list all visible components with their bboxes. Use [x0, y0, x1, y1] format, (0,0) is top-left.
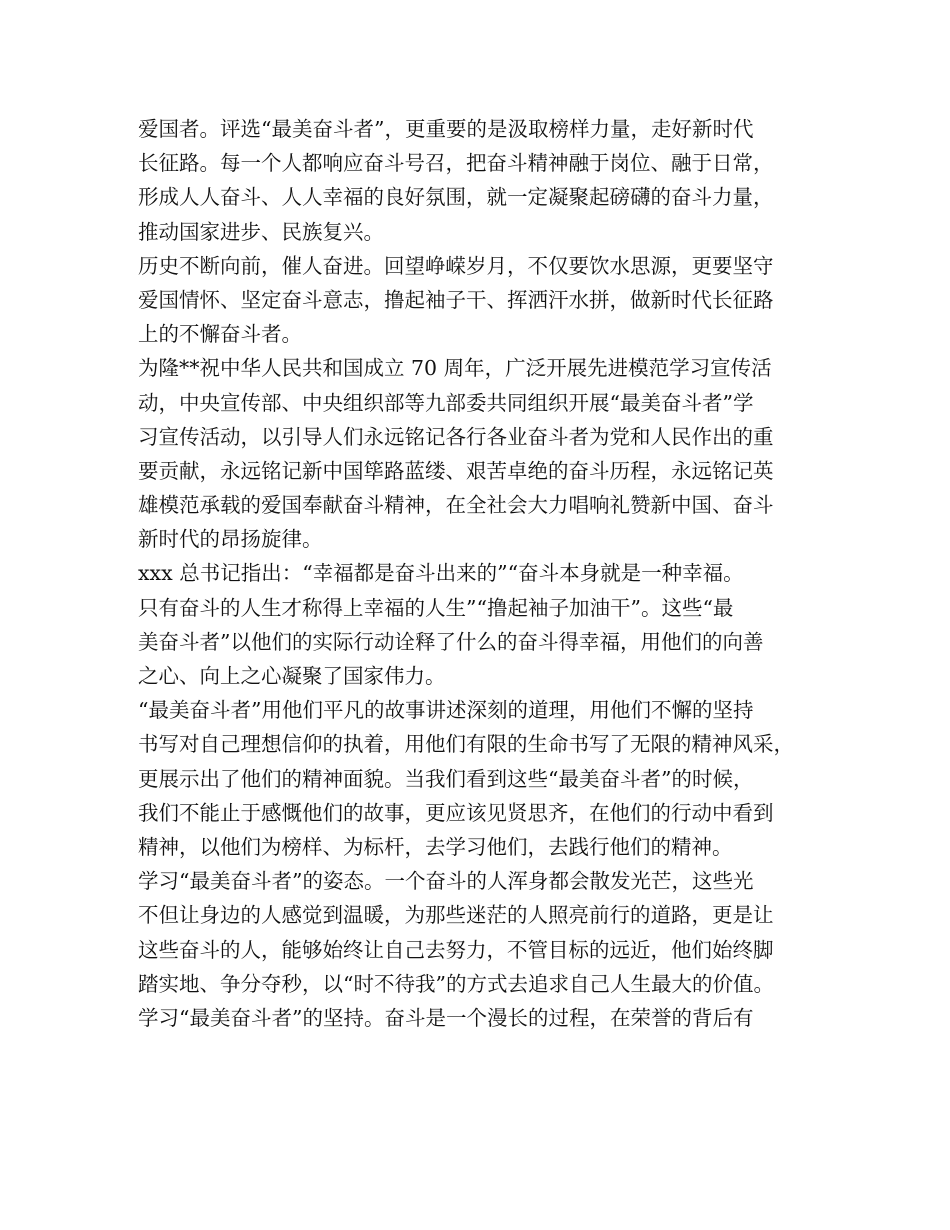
text-line: 书写对自己理想信仰的执着，用他们有限的生命书写了无限的精神风采，: [138, 732, 794, 757]
text-line: 学习“最美奋斗者”的姿态。一个奋斗的人浑身都会散发光芒，这些光: [138, 869, 754, 894]
paragraph: [138, 1001, 818, 1035]
text-line: 爱国者。评选“最美奋斗者”，更重要的是汲取榜样力量，走好新时代: [138, 117, 754, 141]
text-line: 为隆**祝中华人民共和国成立 70 周年，广泛开展先进模范学习宣传活: [138, 356, 772, 381]
text-line: 之心、向上之心凝聚了国家伟力。: [138, 664, 446, 688]
text-line: 动，中央宣传部、中央组织部等九部委共同组织开展“最美奋斗者”学: [138, 390, 754, 415]
text-line: 形成人人奋斗、人人幸福的良好氛围，就一定凝聚起磅礴的奋斗力量，: [138, 185, 774, 210]
text-line: 长征路。每一个人都响应奋斗号召，把奋斗精神融于岗位、融于日常，: [138, 151, 774, 176]
text-line: 我们不能止于感慨他们的故事，更应该见贤思齐，在他们的行动中看到: [138, 800, 774, 825]
text-line: 雄模范承载的爱国奉献奋斗精神，在全社会大力唱响礼赞新中国、奋斗: [138, 493, 774, 518]
text-line: “最美奋斗者”用他们平凡的故事讲述深刻的道理，用他们不懈的坚持: [138, 698, 754, 723]
text-line: 学习“最美奋斗者”的坚持。奋斗是一个漫长的过程，在荣誉的背后有: [138, 1005, 754, 1030]
document-body: [138, 112, 818, 1035]
paragraph: [138, 556, 818, 693]
text-line: 更展示出了他们的精神面貌。当我们看到这些“最美奋斗者”的时候，: [138, 766, 754, 791]
text-line: 新时代的昂扬旋律。: [138, 527, 323, 552]
text-line: 爱国情怀、坚定奋斗意志，撸起袖子干、挥洒汗水拼，做新时代长征路: [138, 287, 774, 312]
paragraph: [138, 351, 818, 556]
text-line: 精神，以他们为榜样、为标杆，去学习他们，去践行他们的精神。: [138, 834, 733, 859]
text-line: xxx 总书记指出：“幸福都是奋斗出来的”“奋斗本身就是一种幸福。: [138, 561, 744, 586]
text-line: 只有奋斗的人生才称得上幸福的人生”“撸起袖子加油干”。这些“最: [138, 595, 734, 620]
text-line: 这些奋斗的人，能够始终让自己去努力，不管目标的远近，他们始终脚: [138, 937, 774, 962]
paragraph: [138, 693, 818, 864]
text-line: 美奋斗者”以他们的实际行动诠释了什么的奋斗得幸福，用他们的向善: [138, 629, 764, 654]
text-line: 踏实地、争分夺秒，以“时不待我”的方式去追求自己人生最大的价值。: [138, 971, 774, 996]
paragraph: [138, 249, 818, 352]
paragraph: [138, 112, 818, 249]
text-line: 推动国家进步、民族复兴。: [138, 219, 384, 244]
text-line: 习宣传活动，以引导人们永远铭记各行各业奋斗者为党和人民作出的重: [138, 424, 774, 449]
text-line: 历史不断向前，催人奋进。回望峥嵘岁月，不仅要饮水思源，更要坚守: [138, 253, 774, 278]
paragraph: [138, 864, 818, 1001]
text-line: 不但让身边的人感觉到温暖，为那些迷茫的人照亮前行的道路，更是让: [138, 903, 774, 928]
text-line: 上的不懈奋斗者。: [138, 322, 302, 347]
text-line: 要贡献，永远铭记新中国筚路蓝缕、艰苦卓绝的奋斗历程，永远铭记英: [138, 458, 774, 483]
